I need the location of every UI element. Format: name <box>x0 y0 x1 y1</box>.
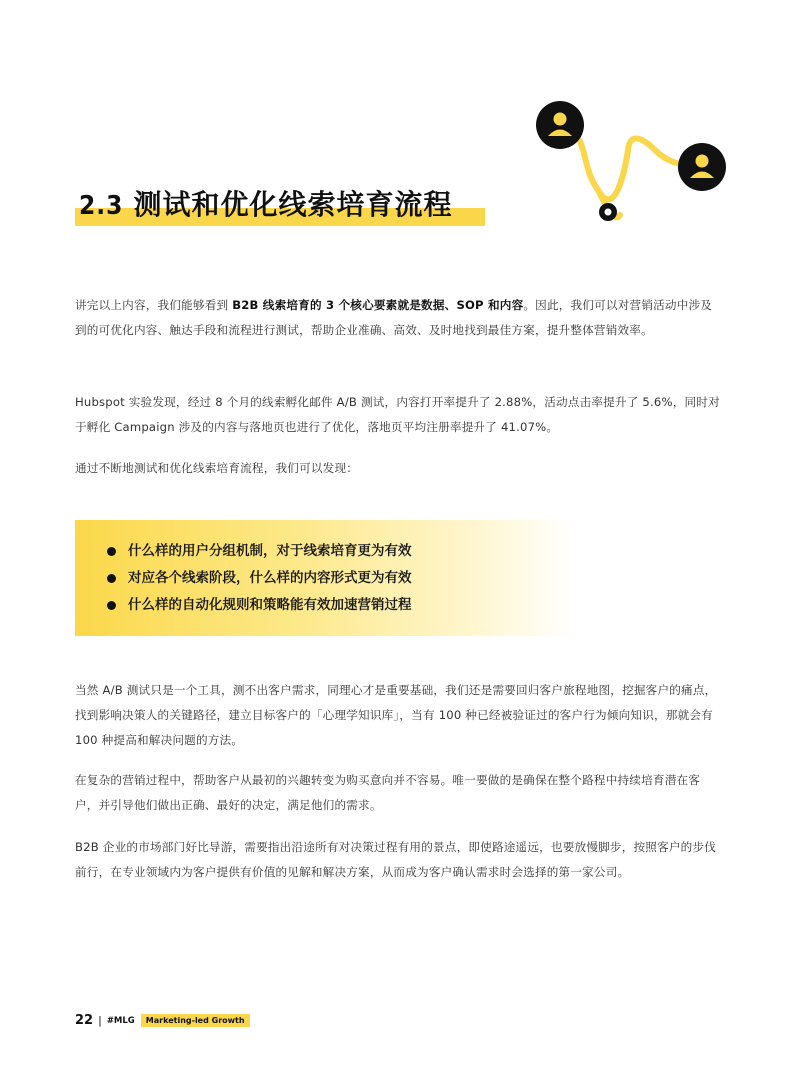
findings-list <box>107 538 412 619</box>
findings-callout <box>75 520 575 636</box>
list-item: 什么样的自动化规则和策略能有效加速营销过程 <box>107 592 412 619</box>
hubspot-paragraph: Hubspot 实验发现，经过 8 个月的线索孵化邮件 A/B 测试，内容打开率提升了 2.88%，活动点击率提升了 5.6%，同时对于孵化 Campaign 涉及的内容与落地页也进行了优化，落地页平均注册率提升了 41.07%。 <box>75 395 720 434</box>
intro-paragraph: 讲完以上内容，我们能够看到 B2B 线索培育的 3 个核心要素就是数据、SOP 和内容。因此，我们可以对营销活动中涉及到的可优化内容、触达手段和流程进行测试，帮助企业准确、高效、及时地找到最佳方案，提升整体营销效率。 <box>75 298 713 337</box>
section-heading <box>75 183 452 228</box>
bullet-icon <box>107 601 116 610</box>
user-icon <box>678 143 726 191</box>
footer-separator: | <box>98 1014 102 1027</box>
b2b-guide-paragraph: B2B 企业的市场部门好比导游，需要指出沿途所有对决策过程有用的景点，即使路途遥远，也要放慢脚步，按照客户的步伐前行，在专业领域内为客户提供有价值的见解和解决方案，从而成为客户确认需求时会选择的第一家公司。 <box>75 840 717 879</box>
section-title: 测试和优化线索培育流程 <box>133 188 453 221</box>
footer-badge: Marketing-led Growth <box>141 1014 250 1027</box>
lead-in-paragraph: 通过不断地测试和优化线索培育流程，我们可以发现： <box>75 461 359 475</box>
intro-bold-text: B2B 线索培育的 3 个核心要素就是数据、SOP 和内容 <box>232 298 524 312</box>
list-item: 对应各个线索阶段，什么样的内容形式更为有效 <box>107 565 412 592</box>
decorative-user-journey-graphic <box>520 95 740 235</box>
footer-hashtag: #MLG <box>106 1015 135 1026</box>
page-footer <box>75 1013 250 1028</box>
user-icon <box>536 101 584 149</box>
bullet-icon <box>107 547 116 556</box>
list-item: 什么样的用户分组机制，对于线索培育更为有效 <box>107 538 412 565</box>
ab-test-paragraph: 当然 A/B 测试只是一个工具，测不出客户需求，同理心才是重要基础，我们还是需要回归客户旅程地图，挖掘客户的痛点，找到影响决策人的关键路径，建立目标客户的「心理学知识库」，当有 100 种已经被验证过的客户行为倾向知识，那就会有 100 种提高和解决问题的方法。 <box>75 683 717 747</box>
path-endpoint-icon <box>599 203 617 221</box>
bullet-icon <box>107 574 116 583</box>
complex-process-paragraph: 在复杂的营销过程中，帮助客户从最初的兴趣转变为购买意向并不容易。唯一要做的是确保在整个路程中持续培育潜在客户，并引导他们做出正确、最好的决定，满足他们的需求。 <box>75 773 701 812</box>
page-number: 22 <box>75 1013 94 1028</box>
journey-path-line <box>565 125 695 199</box>
section-number: 2.3 <box>79 191 124 221</box>
